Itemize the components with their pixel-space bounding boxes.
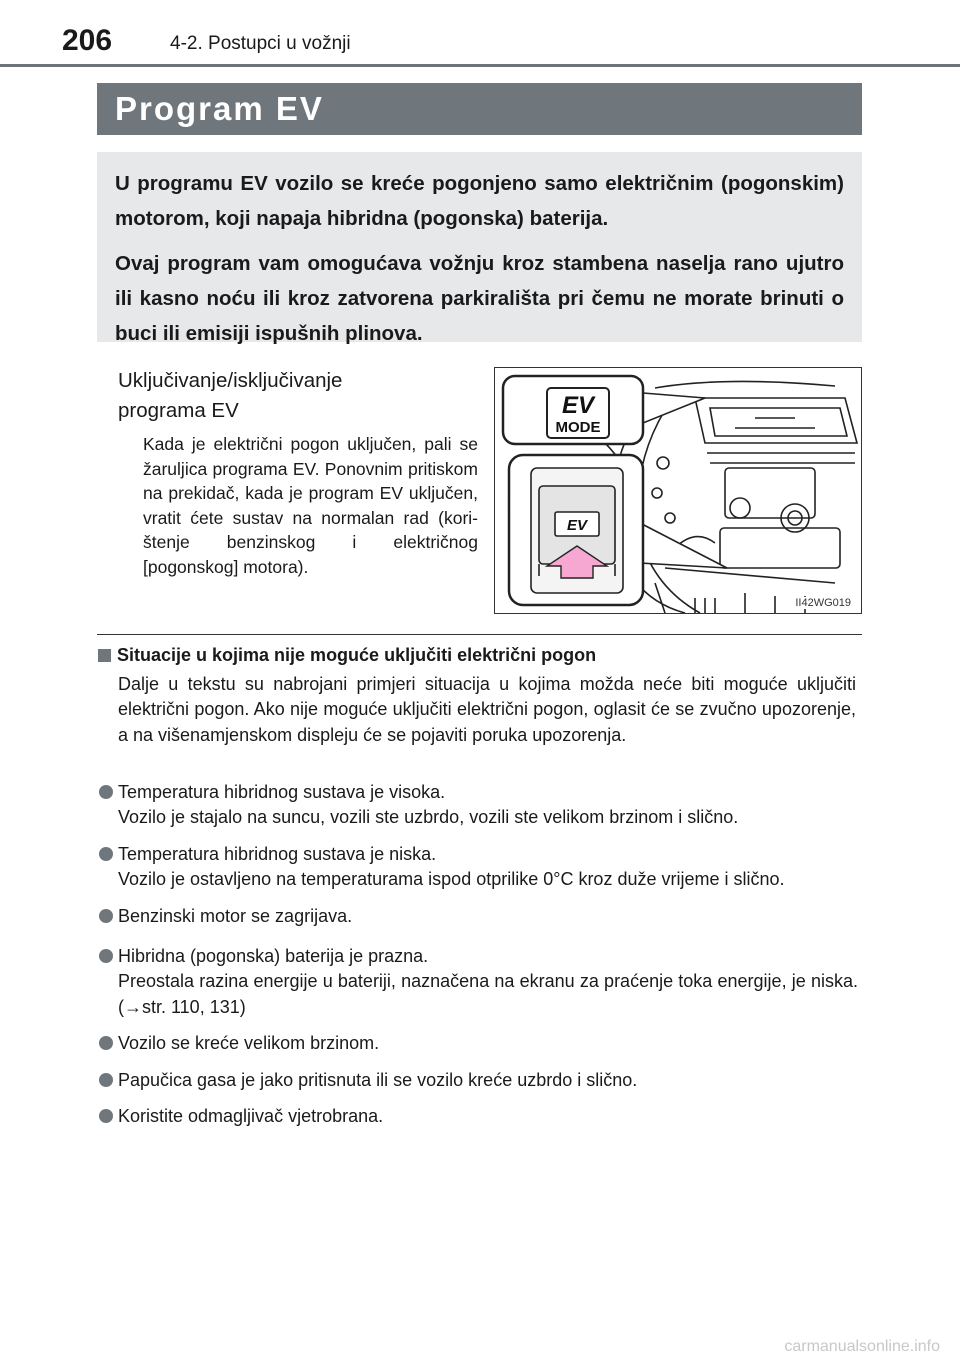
list-item [98, 1068, 858, 1093]
list-item [98, 780, 858, 831]
bullet-dot-icon [99, 1073, 113, 1087]
section-rule [97, 634, 862, 635]
dashboard-illustration [495, 368, 861, 613]
list-item-title: Temperatura hibridnog sustava je niska. [118, 843, 437, 864]
list-item [98, 944, 858, 1020]
situations-title-text: Situacije u kojima nije moguće uključiti električni pogon [117, 645, 597, 665]
intro-paragraph: U programu EV vozilo se kreće pogonjeno samo električnim (pogonskim) motorom, koji napaja hibridna (pogonska) baterija. [115, 172, 844, 230]
list-item-title: Vozilo se kreće velikom brzinom. [118, 1033, 380, 1054]
title-bar [97, 83, 862, 135]
switch-description: Kada je električni pogon uključen, pali se žaruljica programa EV. Ponovnim pritiskom na prekidač, kada je program EV uključen, vratit ćete sustav na normalan rad (kori-štenje benzinskog i električnog [pogonskog] motora). [143, 434, 478, 577]
figure-code: II42WG019 [795, 597, 851, 609]
bullet-dot-icon [99, 909, 113, 923]
situations-title [98, 645, 858, 666]
list-item-detail: Preostala razina energije u bateriji, naznačena na ekranu za praćenje toka energije, je niska. (→str. 110, 131) [118, 971, 858, 1017]
intro-box [97, 152, 862, 345]
list-item-title: Koristite odmagljivač vjetrobrana. [118, 1106, 384, 1127]
list-item-title: Benzinski motor se zagrijava. [118, 905, 353, 926]
list-item-title: Temperatura hibridnog sustava je visoka. [118, 782, 446, 802]
intro-paragraph: Ovaj program vam omogućava vožnju kroz stambena naselja rano ujutro ili kasno noću ili kroz zatvorena parkirališta pri čemu ne morate brinuti o buci ili emisiji ispušnih plinova. [115, 252, 844, 345]
watermark: carmanualsonline.info [784, 1338, 940, 1355]
bullet-dot-icon [99, 1109, 113, 1123]
page-title: Program EV [115, 90, 324, 127]
bullet-dot-icon [99, 949, 113, 963]
bullet-dot-icon [99, 785, 113, 799]
list-item-detail: Vozilo je ostavljeno na temperaturama ispod otprilike 0°C kroz duže vrijeme i slično. [118, 869, 785, 890]
ev-switch-label: EV [566, 517, 588, 534]
list-item [98, 904, 858, 929]
ev-mode-figure [494, 367, 862, 614]
page-number: 206 [62, 24, 113, 57]
switch-heading: Uključivanje/isključivanje programa EV [118, 369, 343, 422]
chapter-title: 4-2. Postupci u vožnji [170, 33, 351, 54]
list-item-detail: Vozilo je stajalo na suncu, vozili ste uzbrdo, vozili ste velikom brzinom i slično. [118, 807, 739, 828]
ev-mode-button-bottom: MODE [555, 419, 601, 436]
list-item-title: Hibridna (pogonska) baterija je prazna. [118, 946, 429, 967]
bullet-dot-icon [99, 1036, 113, 1050]
bullet-dot-icon [99, 847, 113, 861]
situations-list [98, 780, 858, 1140]
list-item [98, 842, 858, 893]
situations-intro: Dalje u tekstu su nabrojani primjeri situacija u kojima možda neće biti moguće uključiti električni pogon. Ako nije moguće uključiti električni pogon, oglasit će se zvučno upozorenje, a na višenamjenskom displeju će se pojaviti poruka upozorenja. [118, 674, 856, 745]
list-item-title: Papučica gasa je jako pritisnuta ili se vozilo kreće uzbrdo i slično. [118, 1069, 638, 1090]
list-item [98, 1104, 858, 1129]
ev-mode-button-top: EV [561, 392, 595, 419]
header-rule [0, 64, 960, 67]
list-item [98, 1031, 858, 1056]
square-bullet-icon [98, 649, 111, 662]
